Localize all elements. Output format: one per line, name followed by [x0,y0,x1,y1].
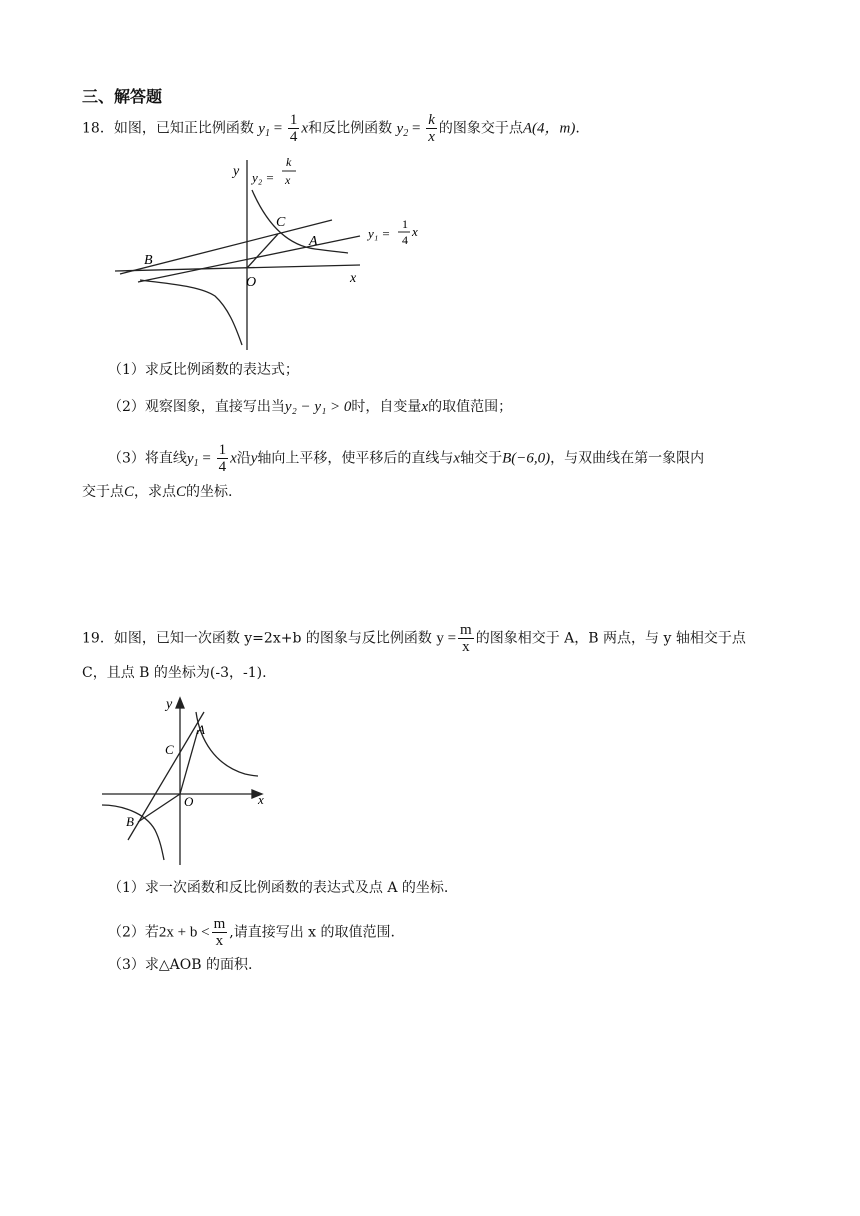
q18-hyperbola-q1 [252,190,348,253]
q18-intro-b: 和反比例函数 [308,120,393,137]
q19-y-arrow [176,698,184,708]
q18-figure [110,150,430,350]
q19-label-a: A [197,722,205,737]
q18-label-c: C [276,215,286,230]
q19-part3: （3）求△AOB 的面积. [108,957,253,973]
q18-label-k: k [286,155,292,169]
q18-label-y2: y₂ = [252,170,275,185]
q19-intro-line2: C，且点 B 的坐标为(-3，-1). [82,665,267,681]
q18-label-y1: y₁ = [368,226,391,241]
q18-frac-k-over-x: $\frac{k}{x}$ [428,112,435,145]
q19-figure [100,690,280,870]
q18-label-b: B [144,253,153,268]
q18-part3-y1: $y_1$ [186,450,199,469]
q18-label-x-den: x [285,173,291,187]
q19-label-b: B [126,814,134,829]
q19-part2-expr: 2x + b < [158,924,210,941]
section-title: 三、解答题 [82,87,163,106]
q19-part1: （1）求一次函数和反比例函数的表达式及点 A 的坐标. [108,880,449,896]
q18-label-x: x [350,271,357,286]
q19-part2: （2）若2x + b < $\frac{m}{x}$ ,请直接写出 x 的取值范围. [108,916,395,949]
q19-part2-frac: $\frac{m}{x}$ [213,916,226,949]
q18-part1: （1）求反比例函数的表达式； [108,362,299,378]
q18-label-y: y [233,164,240,179]
q18-label-o: O [246,275,257,290]
q18-intro-c: 的图象交于点 [438,120,523,137]
q18-part3: （3）将直线$y_1$ = $\frac{1}{4}$ x沿y轴向上平移，使平移后的直线与x轴交于B(−6,0)，与双曲线在第一象限内 [108,442,705,475]
q18-label-4: 4 [402,233,408,247]
q18-label-y1-x: x [412,224,418,239]
q18-frac-quarter: $\frac{1}{4}$ [289,112,298,145]
q18-hyperbola-q3 [140,280,242,345]
q18-line-oc [247,234,278,268]
q18-number: 18． [82,120,114,137]
q19-label-c: C [165,742,174,757]
q18-part2: （2）观察图象，直接写出当y₂ − y₁ > 0时，自变量x的取值范围； [108,399,513,415]
q19-label-o: O [184,794,194,809]
q19-line-ao [180,730,198,794]
q19-label-x: x [258,792,264,807]
q18-part3-frac: $\frac{1}{4}$ [218,442,227,475]
q19-number: 19． [82,630,114,647]
q18-label-a: A [309,234,318,249]
q18-intro: 18．如图，已知正比例函数 $y_1$ = $\frac{1}{4}$ x和反比例函数 $y_2$ = $\frac{k}{x}$ 的图象交于点A(4，m). [82,112,580,145]
q18-intro-a: 如图，已知正比例函数 [113,120,254,137]
q18-point-a: A(4，m) [522,120,576,137]
q19-intro: 19．如图，已知一次函数 y=2x+b 的图象与反比例函数 y = $\frac{m}{x}$ 的图象相交于 A，B 两点，与 y 轴相交于点 [82,622,746,655]
q19-hyperbola-q1 [196,712,258,776]
q18-eq-y2: $y_2$ [396,120,409,139]
q19-frac-m-over-x: $\frac{m}{x}$ [460,622,472,655]
q18-part3-point: B(−6,0) [502,450,551,467]
q18-part3-line2: 交于点C，求点C的坐标. [82,484,233,500]
q18-label-1: 1 [402,217,408,231]
q19-label-y: y [166,697,173,712]
q18-part2-expr: y₂ − y₁ > 0 [284,399,352,415]
q18-eq-y1: $y_1$ [258,120,270,139]
